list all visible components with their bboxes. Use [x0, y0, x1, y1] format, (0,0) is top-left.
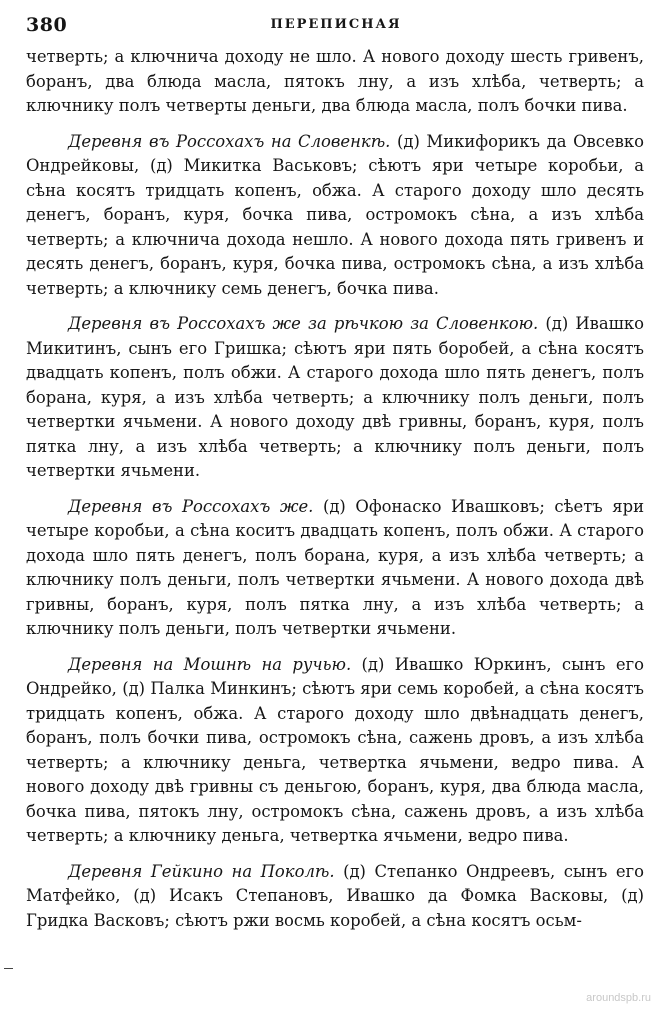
paragraph-village-entry — [26, 860, 644, 934]
paragraph-village-entry — [26, 130, 644, 302]
page-header — [26, 14, 646, 40]
village-name: Деревня въ Россохахъ же за рѣчкою за Словенкою. — [68, 314, 539, 333]
village-name: Деревня на Мошнѣ на ручью. — [68, 654, 352, 674]
paragraph-continuation — [26, 45, 644, 119]
margin-mark — [4, 968, 13, 969]
paragraph-village-entry — [26, 312, 644, 484]
paragraph-text: (д) Степанко Ондреевъ, сынъ его Матфейко, (д) Исакъ Степановъ, Ивашко да Фомка Васковы, (д) Гридка Васковъ; сѣютъ ржи восмь коробей, а сѣна косятъ осьм- — [26, 861, 644, 930]
paragraph-text: (д) Офонаско Ивашковъ; сѣетъ яри четыре коробьи, а сѣна коситъ двадцать копенъ, полъ обжи. А старого дохода шло пять денегъ, полъ борана, куря, а изъ хлѣба четверть; а ключнику полъ деньги, полъ четвертки ячьмени. А нового дохода двѣ гривны, боранъ, куря, полъ пятка лну, а изъ хлѣба четверть; а ключнику полъ деньги, полъ четвертки ячьмени. — [26, 496, 644, 638]
paragraph-text: (д) Микифорикъ да Овсевко Ондрейковы, (д) Микитка Васьковъ; сѣютъ яри четыре коробьи, а сѣна косятъ тридцать копенъ, обжа. А старого доходу шло десять денегъ, боранъ, куря, бочка пива, остромокъ сѣна, а изъ хлѣба четверть; а ключнича дохода нешло. А нового дохода пять гривенъ и десять денегъ, боранъ, куря, бочка пива, остромокъ сѣна, а изъ хлѣба четверть; а ключнику семь денегъ, бочка пива. — [26, 131, 644, 298]
page-number: 380 — [26, 14, 68, 36]
paragraph-village-entry — [26, 653, 644, 849]
paragraph-text: (д) Ивашко Микитинъ, сынъ его Гришка; сѣютъ яри пять боробей, а сѣна косятъ двадцать копенъ, полъ обжи. А старого дохода шло пять денегъ, полъ борана, куря, а изъ хлѣба четверть; а ключнику полъ деньги, полъ четвертки ячьмени. А нового доходу двѣ гривны, боранъ, куря, полъ пятка лну, а изъ хлѣба четверть; а ключнику полъ деньги, полъ четвертки ячьмени. — [26, 314, 644, 480]
village-name: Деревня въ Россохахъ же. — [68, 496, 314, 516]
paragraph-text: (д) Ивашко Юркинъ, сынъ его Ондрейко, (д) Палка Минкинъ; сѣютъ яри семь коробей, а сѣна косятъ тридцать копенъ, обжа. А старого доходу шло двѣнадцать денегъ, боранъ, полъ бочки пива, остромокъ сѣна, сажень дровъ, а изъ хлѣба четверть; а ключнику деньга, четвертка ячьмени, ведро пива. А нового доходу двѣ гривны съ деньгою, боранъ, куря, два блюда масла, бочка пива, пятокъ лну, остромокъ сѣна, сажень дровъ, а изъ хлѣба четверть; а ключнику деньга, четвертка ячьмени, ведро пива. — [26, 654, 644, 845]
paragraph-text: четверть; а ключнича доходу не шло. А нового доходу шесть гривенъ, боранъ, два блюда масла, пятокъ лну, а изъ хлѣба, четверть; а ключнику полъ четверты деньги, два блюда масла, полъ бочки пива. — [26, 47, 644, 115]
village-name: Деревня Гейкино на Поколѣ. — [68, 861, 335, 881]
paragraph-village-entry — [26, 495, 644, 642]
page-body — [26, 45, 644, 933]
watermark-text: aroundspb.ru — [586, 992, 651, 1004]
village-name: Деревня въ Россохахъ на Словенкѣ. — [68, 131, 391, 151]
running-title: ПЕРЕПИСНАЯ — [270, 17, 402, 32]
